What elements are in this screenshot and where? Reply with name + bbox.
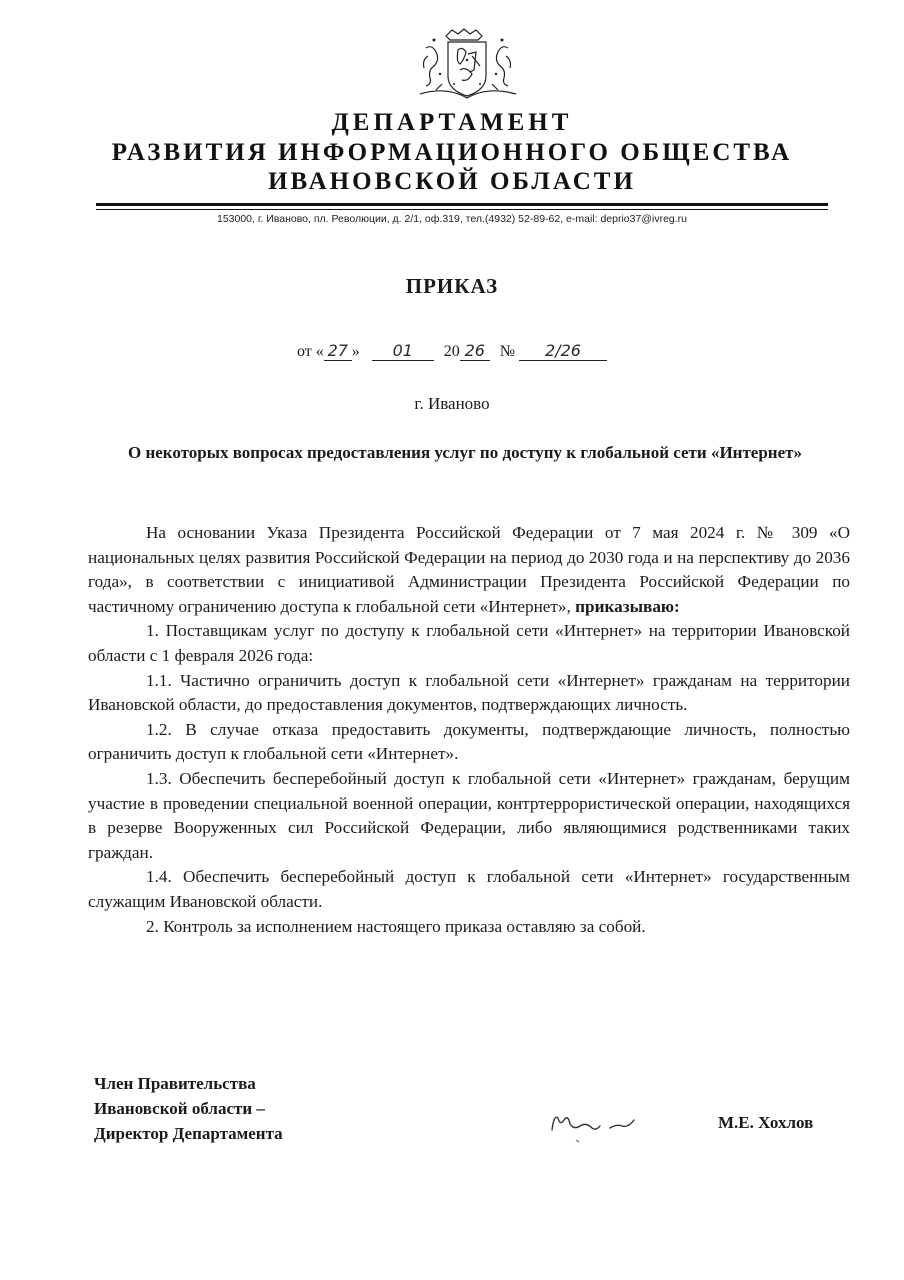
document-body bbox=[88, 521, 850, 939]
number-label: № bbox=[499, 343, 516, 360]
contact-details: 153000, г. Иваново, пл. Революции, д. 2/1, оф.319, тел.(4932) 52-89-62, e-mail: deprio37@ivreg.ru bbox=[216, 213, 687, 225]
coat-of-arms-icon bbox=[416, 26, 520, 102]
year-suffix: 26 bbox=[460, 342, 490, 361]
date-separator: » bbox=[351, 343, 360, 360]
order-item: 1.3. Обеспечить бесперебойный доступ к глобальной сети «Интернет» гражданам, берущим участие в проведении специальной военной операции, контртеррористической операции, находящихся в резерве Вооруженных сил Российской Федерации, либо являющимися родственниками таких граждан. bbox=[88, 768, 850, 862]
document-subject: О некоторых вопросах предоставления услуг по доступу к глобальной сети «Интернет» bbox=[127, 443, 803, 462]
order-item: 2. Контроль за исполнением настоящего приказа оставляю за собой. bbox=[146, 916, 646, 936]
preamble-text: На основании Указа Президента Российской Федерации от 7 мая 2024 г. № 309 «О национальных целях развития Российской Федерации на период до 2030 года и на перспективу до 2036 года», в соответствии с инициативой Администрации Президента Российской Федерации по частичному ограничению доступа к глобальной сети «Интернет», bbox=[88, 523, 850, 616]
signer-position-line1: Член Правительства bbox=[94, 1074, 256, 1093]
handwritten-signature-icon bbox=[546, 1104, 650, 1144]
header-divider-thick bbox=[96, 203, 828, 206]
document-type-title: ПРИКАЗ bbox=[405, 274, 499, 298]
signer-position-line2: Ивановской области – bbox=[94, 1099, 265, 1118]
department-title-line2: РАЗВИТИЯ ИНФОРМАЦИОННОГО ОБЩЕСТВА bbox=[111, 139, 793, 166]
signer-name: М.Е. Хохлов bbox=[718, 1113, 814, 1132]
order-item: 1.2. В случае отказа предоставить документы, подтверждающие личность, полностью ограничить доступ к глобальной сети «Интернет». bbox=[88, 719, 850, 764]
department-title-line3: ИВАНОВСКОЙ ОБЛАСТИ bbox=[268, 168, 636, 195]
year-prefix: 20 bbox=[443, 343, 460, 360]
signer-position-line3: Директор Департамента bbox=[94, 1124, 283, 1143]
preamble-paragraph bbox=[88, 521, 850, 619]
department-title-line1: ДЕПАРТАМЕНТ bbox=[331, 109, 573, 136]
date-prefix: от « bbox=[296, 343, 324, 360]
date-day: 27 bbox=[324, 342, 352, 361]
document-number: 2/26 bbox=[519, 342, 607, 361]
preamble-directive: приказываю: bbox=[575, 596, 680, 616]
document-city: г. Иваново bbox=[414, 394, 490, 413]
date-month: 01 bbox=[372, 342, 434, 361]
document-date-number bbox=[0, 342, 904, 361]
header-divider-thin bbox=[96, 209, 828, 210]
order-item: 1.1. Частично ограничить доступ к глобальной сети «Интернет» гражданам на территории Ивановской области, до предоставления документов, подтверждающих личность. bbox=[88, 670, 850, 715]
signer-position bbox=[94, 1071, 283, 1146]
order-item: 1.4. Обеспечить бесперебойный доступ к глобальной сети «Интернет» государственным служащим Ивановской области. bbox=[88, 867, 850, 911]
order-item: 1. Поставщикам услуг по доступу к глобальной сети «Интернет» на территории Ивановской области с 1 февраля 2026 года: bbox=[88, 621, 850, 665]
